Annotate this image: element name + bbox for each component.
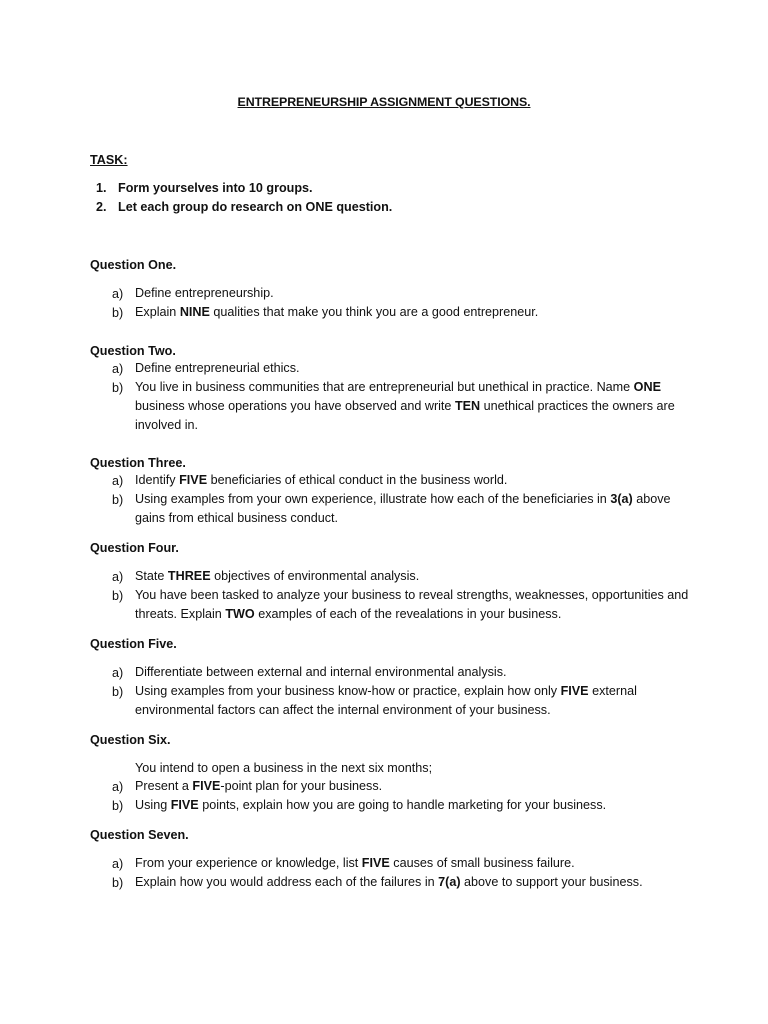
part-marker: b) xyxy=(112,493,124,507)
part-marker: a) xyxy=(112,362,124,376)
part-marker: a) xyxy=(112,666,124,680)
part-text: Differentiate between external and internal environmental analysis. xyxy=(135,665,507,679)
question-title: Question Four. xyxy=(90,541,179,555)
question-title: Question Six. xyxy=(90,733,171,747)
part-text: Present a FIVE-point plan for your business. xyxy=(135,779,383,793)
part-marker: a) xyxy=(112,570,124,584)
task-item-text: Form yourselves into 10 groups. xyxy=(118,181,313,195)
part-marker: a) xyxy=(112,287,124,301)
question-intro: You intend to open a business in the next six months; xyxy=(135,761,433,775)
part-text: Using examples from your own experience, illustrate how each of the beneficiaries in 3(a) above gains from ethical business conduct. xyxy=(135,492,671,525)
question-title: Question Two. xyxy=(90,344,176,358)
question-title: Question Three. xyxy=(90,456,186,470)
part-marker: b) xyxy=(112,799,124,813)
part-marker: b) xyxy=(112,589,124,603)
document-title: ENTREPRENEURSHIP ASSIGNMENT QUESTIONS. xyxy=(237,95,531,109)
part-text: Using FIVE points, explain how you are going to handle marketing for your business. xyxy=(135,798,607,812)
task-item-text: Let each group do research on ONE question. xyxy=(118,200,393,214)
part-text: Identify FIVE beneficiaries of ethical conduct in the business world. xyxy=(135,473,508,487)
question-title: Question Seven. xyxy=(90,828,189,842)
part-marker: a) xyxy=(112,780,124,794)
part-text: Define entrepreneurship. xyxy=(135,286,274,300)
part-text: Using examples from your business know-how or practice, explain how only FIVE external environmental factors can affect the internal environment of your business. xyxy=(135,684,637,717)
task-item-number: 1. xyxy=(96,181,107,195)
part-text: Explain NINE qualities that make you think you are a good entrepreneur. xyxy=(135,305,539,319)
part-marker: b) xyxy=(112,876,124,890)
part-marker: a) xyxy=(112,857,124,871)
part-marker: b) xyxy=(112,381,124,395)
part-text: From your experience or knowledge, list FIVE causes of small business failure. xyxy=(135,856,575,870)
question-title: Question One. xyxy=(90,258,177,272)
task-label: TASK: xyxy=(90,153,128,167)
part-text: You live in business communities that are entrepreneurial but unethical in practice. Name ONE business whose operations you have observed and write TEN unethical practices the owners are involved in. xyxy=(135,380,675,432)
part-text: You have been tasked to analyze your business to reveal strengths, weaknesses, opportunities and threats. Explain TWO examples of each of the revealations in your business. xyxy=(135,588,689,621)
part-text: State THREE objectives of environmental analysis. xyxy=(135,569,420,583)
part-marker: b) xyxy=(112,306,124,320)
part-marker: b) xyxy=(112,685,124,699)
question-title: Question Five. xyxy=(90,637,177,651)
part-text: Explain how you would address each of the failures in 7(a) above to support your business. xyxy=(135,875,643,889)
task-item-number: 2. xyxy=(96,200,107,214)
part-text: Define entrepreneurial ethics. xyxy=(135,361,300,375)
part-marker: a) xyxy=(112,474,124,488)
